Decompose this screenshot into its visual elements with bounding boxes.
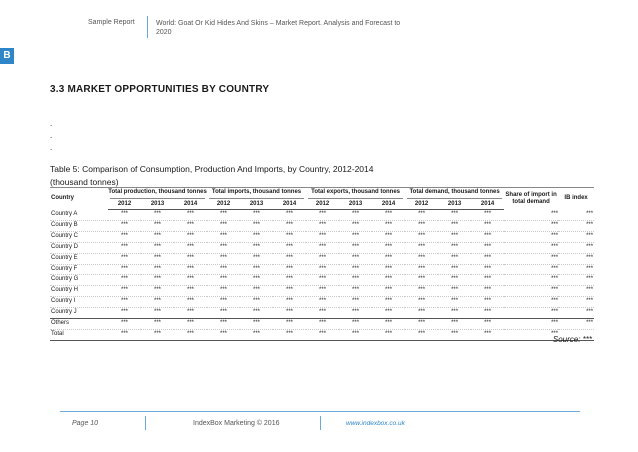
value-cell: *** bbox=[273, 319, 306, 330]
value-cell: *** bbox=[141, 264, 174, 275]
value-cell: *** bbox=[108, 286, 141, 297]
header-group-label: Total exports, thousand tonnes bbox=[311, 189, 401, 195]
header-year: 2013 bbox=[240, 199, 273, 210]
header-year: 2014 bbox=[273, 199, 306, 210]
header-share-of-import: Share of import in total demand bbox=[504, 188, 558, 210]
value-cell: *** bbox=[339, 242, 372, 253]
value-cell: *** bbox=[273, 297, 306, 308]
value-cell: *** bbox=[339, 275, 372, 286]
value-cell: *** bbox=[438, 286, 471, 297]
value-cell: *** bbox=[438, 242, 471, 253]
header-report-title: World: Goat Or Kid Hides And Skins – Market Report. Analysis and Forecast to 2020 bbox=[156, 20, 401, 36]
header-year: 2013 bbox=[141, 199, 174, 210]
value-cell: *** bbox=[273, 220, 306, 231]
table-row bbox=[50, 264, 594, 275]
value-cell: *** bbox=[372, 231, 405, 242]
value-cell: *** bbox=[471, 253, 504, 264]
indexbox-logo: B bbox=[0, 48, 14, 64]
header-ib-index: IB index bbox=[558, 188, 594, 210]
value-cell: *** bbox=[471, 220, 504, 231]
table-row bbox=[50, 253, 594, 264]
footer-rule bbox=[60, 411, 580, 412]
table-row bbox=[50, 297, 594, 308]
value-cell: *** bbox=[240, 264, 273, 275]
value-cell: *** bbox=[240, 253, 273, 264]
value-cell: *** bbox=[306, 297, 339, 308]
value-cell: *** bbox=[405, 253, 438, 264]
value-cell: *** bbox=[405, 319, 438, 330]
value-cell: *** bbox=[108, 329, 141, 340]
header-year: 2013 bbox=[438, 199, 471, 210]
value-cell: *** bbox=[207, 242, 240, 253]
value-cell: *** bbox=[273, 329, 306, 340]
header-report-type: Sample Report bbox=[88, 19, 135, 26]
value-cell: *** bbox=[471, 275, 504, 286]
value-cell: *** bbox=[174, 253, 207, 264]
value-cell: *** bbox=[207, 308, 240, 319]
value-cell: *** bbox=[207, 275, 240, 286]
value-cell: *** bbox=[240, 210, 273, 221]
value-cell: *** bbox=[273, 242, 306, 253]
value-cell: *** bbox=[207, 319, 240, 330]
value-cell: *** bbox=[207, 253, 240, 264]
value-cell: *** bbox=[405, 210, 438, 221]
value-cell: *** bbox=[174, 319, 207, 330]
footer-divider bbox=[145, 416, 146, 430]
value-cell: *** bbox=[306, 286, 339, 297]
table-caption-title: Table 5: Comparison of Consumption, Production And Imports, by Country, 2012-2014 bbox=[50, 164, 374, 174]
header-divider bbox=[147, 16, 148, 38]
value-cell: *** bbox=[273, 308, 306, 319]
value-cell: *** bbox=[141, 297, 174, 308]
value-cell: *** bbox=[372, 275, 405, 286]
header-group-demand bbox=[405, 188, 504, 200]
header-year: 2014 bbox=[471, 199, 504, 210]
value-cell: *** bbox=[405, 308, 438, 319]
value-cell: *** bbox=[471, 231, 504, 242]
value-cell: *** bbox=[141, 319, 174, 330]
value-cell: *** bbox=[405, 220, 438, 231]
value-cell: *** bbox=[504, 253, 558, 264]
table-caption-units: (thousand tonnes) bbox=[50, 177, 119, 187]
footer-page-number: Page 10 bbox=[72, 420, 99, 427]
value-cell: *** bbox=[240, 319, 273, 330]
footer-divider bbox=[320, 416, 321, 430]
value-cell: *** bbox=[372, 242, 405, 253]
value-cell: *** bbox=[174, 308, 207, 319]
table-caption bbox=[50, 163, 374, 189]
value-cell: *** bbox=[108, 242, 141, 253]
header-group-imports bbox=[207, 188, 306, 200]
value-cell: *** bbox=[504, 319, 558, 330]
table-row bbox=[50, 329, 594, 340]
value-cell: *** bbox=[207, 286, 240, 297]
value-cell: *** bbox=[108, 308, 141, 319]
value-cell: *** bbox=[504, 210, 558, 221]
value-cell: *** bbox=[108, 275, 141, 286]
country-cell: Country G bbox=[50, 275, 108, 286]
value-cell: *** bbox=[240, 242, 273, 253]
value-cell: *** bbox=[438, 319, 471, 330]
value-cell: *** bbox=[405, 264, 438, 275]
header-group-production bbox=[108, 188, 207, 200]
value-cell: *** bbox=[207, 264, 240, 275]
value-cell: *** bbox=[240, 231, 273, 242]
value-cell: *** bbox=[405, 231, 438, 242]
value-cell: *** bbox=[438, 231, 471, 242]
table-row bbox=[50, 242, 594, 253]
value-cell: *** bbox=[504, 231, 558, 242]
value-cell: *** bbox=[207, 329, 240, 340]
value-cell: *** bbox=[174, 231, 207, 242]
value-cell: *** bbox=[306, 319, 339, 330]
value-cell: *** bbox=[108, 210, 141, 221]
value-cell: *** bbox=[141, 210, 174, 221]
country-cell: Country J bbox=[50, 308, 108, 319]
value-cell: *** bbox=[471, 210, 504, 221]
value-cell: *** bbox=[273, 286, 306, 297]
value-cell: *** bbox=[339, 308, 372, 319]
country-cell: Country E bbox=[50, 253, 108, 264]
value-cell: *** bbox=[174, 275, 207, 286]
value-cell: *** bbox=[438, 264, 471, 275]
value-cell: *** bbox=[558, 275, 594, 286]
value-cell: *** bbox=[372, 308, 405, 319]
bullet-placeholder: . bbox=[50, 119, 53, 128]
value-cell: *** bbox=[240, 329, 273, 340]
value-cell: *** bbox=[273, 253, 306, 264]
value-cell: *** bbox=[141, 286, 174, 297]
value-cell: *** bbox=[372, 286, 405, 297]
value-cell: *** bbox=[174, 286, 207, 297]
value-cell: *** bbox=[108, 297, 141, 308]
comparison-table bbox=[50, 187, 594, 341]
value-cell: *** bbox=[504, 286, 558, 297]
value-cell: *** bbox=[504, 308, 558, 319]
value-cell: *** bbox=[273, 231, 306, 242]
value-cell: *** bbox=[558, 253, 594, 264]
country-cell: Others bbox=[50, 319, 108, 330]
value-cell: *** bbox=[372, 297, 405, 308]
header-country: Country bbox=[50, 188, 108, 210]
value-cell: *** bbox=[306, 242, 339, 253]
value-cell: *** bbox=[141, 308, 174, 319]
value-cell: *** bbox=[108, 220, 141, 231]
country-cell: Total bbox=[50, 329, 108, 340]
value-cell: *** bbox=[504, 242, 558, 253]
table-row bbox=[50, 275, 594, 286]
value-cell: *** bbox=[108, 253, 141, 264]
section-title: 3.3 MARKET OPPORTUNITIES BY COUNTRY bbox=[50, 84, 270, 95]
value-cell: *** bbox=[372, 220, 405, 231]
value-cell: *** bbox=[306, 264, 339, 275]
value-cell: *** bbox=[207, 220, 240, 231]
table-row bbox=[50, 220, 594, 231]
value-cell: *** bbox=[438, 308, 471, 319]
value-cell: *** bbox=[438, 297, 471, 308]
header-year: 2012 bbox=[108, 199, 141, 210]
value-cell: *** bbox=[339, 297, 372, 308]
source-note: Source: *** bbox=[552, 335, 592, 344]
value-cell: *** bbox=[174, 297, 207, 308]
value-cell: *** bbox=[207, 210, 240, 221]
value-cell: *** bbox=[306, 231, 339, 242]
table-row bbox=[50, 210, 594, 221]
country-cell: Country A bbox=[50, 210, 108, 221]
country-cell: Country C bbox=[50, 231, 108, 242]
value-cell: *** bbox=[273, 210, 306, 221]
value-cell: *** bbox=[306, 220, 339, 231]
bullet-placeholder: . bbox=[50, 143, 53, 152]
country-cell: Country H bbox=[50, 286, 108, 297]
value-cell: *** bbox=[174, 220, 207, 231]
value-cell: *** bbox=[306, 308, 339, 319]
value-cell: *** bbox=[558, 297, 594, 308]
header-group-exports bbox=[306, 188, 405, 200]
value-cell: *** bbox=[558, 264, 594, 275]
value-cell: *** bbox=[372, 319, 405, 330]
value-cell: *** bbox=[306, 253, 339, 264]
header-group-label: Total imports, thousand tonnes bbox=[211, 189, 302, 195]
value-cell: *** bbox=[558, 286, 594, 297]
value-cell: *** bbox=[558, 210, 594, 221]
value-cell: *** bbox=[405, 297, 438, 308]
header-year: 2012 bbox=[207, 199, 240, 210]
value-cell: *** bbox=[108, 319, 141, 330]
footer-website-link[interactable]: www.indexbox.co.uk bbox=[346, 420, 405, 427]
value-cell: *** bbox=[372, 264, 405, 275]
value-cell: *** bbox=[558, 220, 594, 231]
value-cell: *** bbox=[438, 253, 471, 264]
value-cell: *** bbox=[273, 275, 306, 286]
value-cell: *** bbox=[504, 220, 558, 231]
value-cell: *** bbox=[471, 297, 504, 308]
value-cell: *** bbox=[372, 253, 405, 264]
value-cell: *** bbox=[141, 231, 174, 242]
value-cell: *** bbox=[339, 210, 372, 221]
value-cell: *** bbox=[306, 275, 339, 286]
value-cell: *** bbox=[339, 220, 372, 231]
country-cell: Country B bbox=[50, 220, 108, 231]
value-cell: *** bbox=[558, 308, 594, 319]
value-cell: *** bbox=[339, 231, 372, 242]
value-cell: *** bbox=[141, 242, 174, 253]
value-cell: *** bbox=[438, 329, 471, 340]
table-row bbox=[50, 286, 594, 297]
value-cell: *** bbox=[339, 329, 372, 340]
value-cell: *** bbox=[174, 329, 207, 340]
value-cell: *** bbox=[339, 319, 372, 330]
country-cell: Country D bbox=[50, 242, 108, 253]
value-cell: *** bbox=[306, 210, 339, 221]
header-year: 2014 bbox=[372, 199, 405, 210]
value-cell: *** bbox=[240, 275, 273, 286]
value-cell: *** bbox=[240, 297, 273, 308]
header-year: 2014 bbox=[174, 199, 207, 210]
value-cell: *** bbox=[558, 231, 594, 242]
value-cell: *** bbox=[471, 329, 504, 340]
value-cell: *** bbox=[504, 275, 558, 286]
value-cell: *** bbox=[141, 275, 174, 286]
value-cell: *** bbox=[174, 210, 207, 221]
table-row bbox=[50, 308, 594, 319]
value-cell: *** bbox=[240, 308, 273, 319]
value-cell: *** bbox=[240, 286, 273, 297]
header-year: 2013 bbox=[339, 199, 372, 210]
value-cell: *** bbox=[405, 275, 438, 286]
value-cell: *** bbox=[471, 308, 504, 319]
value-cell: *** bbox=[108, 231, 141, 242]
value-cell: *** bbox=[141, 329, 174, 340]
country-cell: Country I bbox=[50, 297, 108, 308]
value-cell: *** bbox=[471, 264, 504, 275]
value-cell: *** bbox=[438, 210, 471, 221]
value-cell: *** bbox=[438, 275, 471, 286]
value-cell: *** bbox=[471, 319, 504, 330]
header-group-label: Total production, thousand tonnes bbox=[108, 189, 207, 195]
value-cell: *** bbox=[207, 297, 240, 308]
country-cell: Country F bbox=[50, 264, 108, 275]
value-cell: *** bbox=[174, 264, 207, 275]
table-row bbox=[50, 231, 594, 242]
value-cell: *** bbox=[240, 220, 273, 231]
value-cell: *** bbox=[471, 242, 504, 253]
value-cell: *** bbox=[504, 329, 558, 340]
value-cell: *** bbox=[558, 319, 594, 330]
value-cell: *** bbox=[306, 329, 339, 340]
value-cell: *** bbox=[405, 329, 438, 340]
value-cell: *** bbox=[141, 220, 174, 231]
value-cell: *** bbox=[339, 253, 372, 264]
value-cell: *** bbox=[558, 242, 594, 253]
footer-copyright: IndexBox Marketing © 2016 bbox=[193, 420, 280, 427]
value-cell: *** bbox=[405, 242, 438, 253]
header-year: 2012 bbox=[405, 199, 438, 210]
header-year: 2012 bbox=[306, 199, 339, 210]
value-cell: *** bbox=[273, 264, 306, 275]
bullet-placeholder: . bbox=[50, 131, 53, 140]
value-cell: *** bbox=[108, 264, 141, 275]
value-cell: *** bbox=[339, 286, 372, 297]
value-cell: *** bbox=[504, 264, 558, 275]
value-cell: *** bbox=[471, 286, 504, 297]
value-cell: *** bbox=[207, 231, 240, 242]
value-cell: *** bbox=[339, 264, 372, 275]
value-cell: *** bbox=[372, 210, 405, 221]
value-cell: *** bbox=[438, 220, 471, 231]
header-group-label: Total demand, thousand tonnes bbox=[409, 189, 500, 195]
value-cell: *** bbox=[504, 297, 558, 308]
table-row bbox=[50, 319, 594, 330]
value-cell: *** bbox=[141, 253, 174, 264]
value-cell: *** bbox=[174, 242, 207, 253]
value-cell: *** bbox=[372, 329, 405, 340]
value-cell: *** bbox=[405, 286, 438, 297]
